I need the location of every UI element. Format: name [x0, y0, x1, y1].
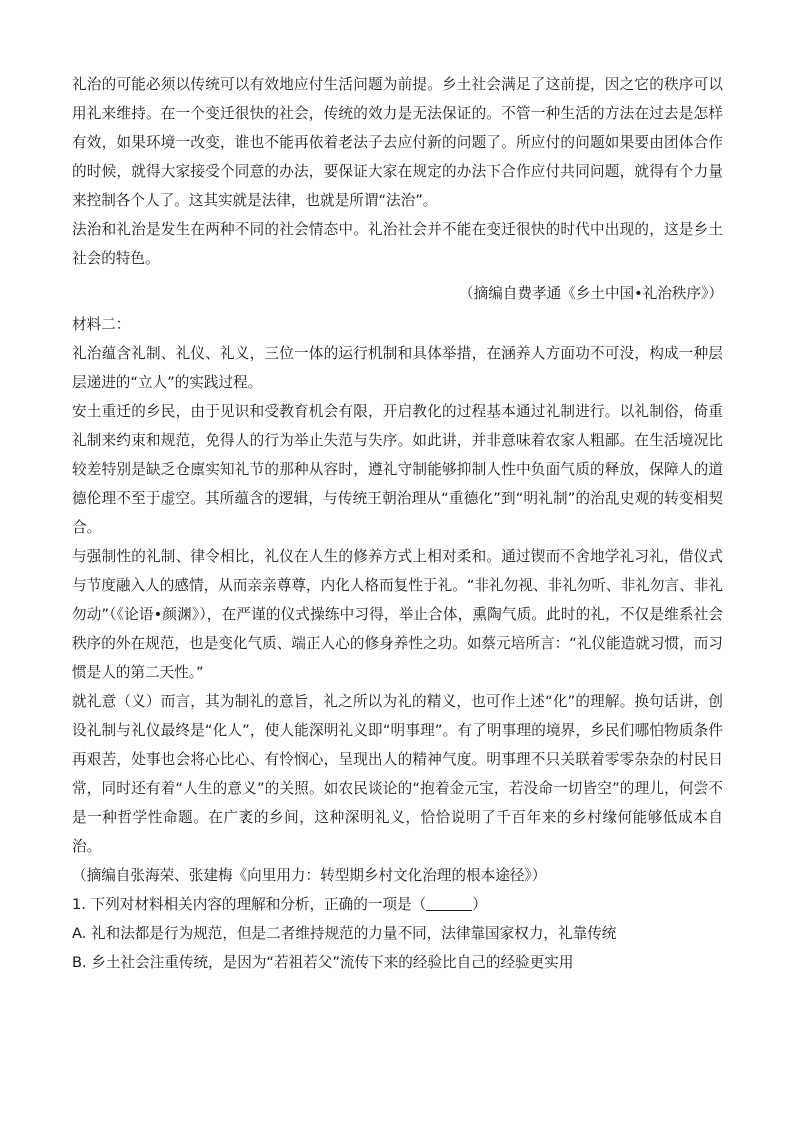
document-body: [72, 70, 723, 977]
paragraph-etiquette: 与强制性的礼制、律令相比，礼仪在人生的修养方式上相对柔和。通过锲而不舍地学礼习礼，借仪式与节度融入人的感情，从而亲亲尊尊，内化人格而复性于礼。“非礼勿视、非礼勿听、非礼勿言、非礼勿动”（《论语•颜渊》），在严谨的仪式操练中习得，举止合体，熏陶气质。此时的礼，不仅是维系社会秩序的外在规范，也是变化气质、端正人心的修身养性之功。如蔡元培所言：“礼仪能造就习惯，而习惯是人的第二天性。”: [72, 548, 723, 681]
paragraph-meaning-of-rites: 就礼意（义）而言，其为制礼的意旨，礼之所以为礼的精义，也可作上述“化”的理解。换句话讲，创设礼制与礼仪最终是“化人”，使人能深明礼义即“明事理”。有了明事理的境界，乡民们哪怕物质条件再艰苦，处事也会将心比心、有怜悯心，呈现出人的精神气度。明事理不只关联着零零杂杂的村民日常，同时还有着“人生的意义”的关照。如农民谈论的“抱着金元宝，若没命一切皆空”的理儿，何尝不是一种哲学性命题。在广袤的乡间，这种深明礼义，恰恰说明了千百年来的乡村缘何能够低成本自治。: [72, 693, 723, 855]
paragraph-rule-of-law-contrast: 法治和礼治是发生在两种不同的社会情态中。礼治社会并不能在变迁很快的时代中出现的，这是乡土社会的特色。: [72, 221, 723, 267]
paragraph-rule-of-rites: 礼治的可能必须以传统可以有效地应付生活问题为前提。乡土社会满足了这前提，因之它的秩序可以用礼来维持。在一个变迁很快的社会，传统的效力是无法保证的。不管一种生活的方法在过去是怎样有效，如果环境一改变，谁也不能再依着老法子去应付新的问题了。所应付的问题如果要由团体合作的时候，就得大家接受个同意的办法，要保证大家在规定的办法下合作应付共同问题，就得有个力量来控制各个人了。这其实就是法律，也就是所谓“法治”。: [72, 76, 723, 209]
question-1-close: ）: [472, 896, 487, 913]
option-a: A. 礼和法都是行为规范，但是二者维持规范的力量不同，法律靠国家权力，礼靠传统: [72, 925, 617, 942]
question-1-stem: 1. 下列对材料相关内容的理解和分析，正确的一项是（: [72, 896, 427, 913]
source-citation-1: （摘编自费孝通《乡土中国•礼治秩序》）: [459, 285, 723, 302]
material-2-heading: 材料二：: [72, 316, 131, 333]
answer-blank[interactable]: [426, 896, 472, 911]
paragraph-three-in-one: 礼治蕴含礼制、礼仪、礼义，三位一体的运行机制和具体举措，在涵养人方面功不可没，构成一种层层递进的“立人”的实践过程。: [72, 345, 723, 391]
source-citation-2: （摘编自张海荣、张建梅《向里用力：转型期乡村文化治理的根本途径》）: [72, 867, 547, 884]
option-b: B. 乡土社会注重传统，是因为“若祖若父”流传下来的经验比自己的经验更实用: [72, 954, 574, 971]
paragraph-villagers-ritual-system: 安土重迁的乡民，由于见识和受教育机会有限，开启教化的过程基本通过礼制进行。以礼制俗，倚重礼制来约束和规范，免得人的行为举止失范与失序。如此讲，并非意味着农家人粗鄙。在生活境况比较差特别是缺乏仓廪实知礼节的那种从容时，遵礼守制能够抑制人性中负面气质的释放，保障人的道德伦理不至于虚空。其所蕴含的逻辑，与传统王朝治理从“重德化”到“明礼制”的治乱史观的转变相契合。: [72, 403, 723, 536]
question-1: [72, 890, 723, 919]
